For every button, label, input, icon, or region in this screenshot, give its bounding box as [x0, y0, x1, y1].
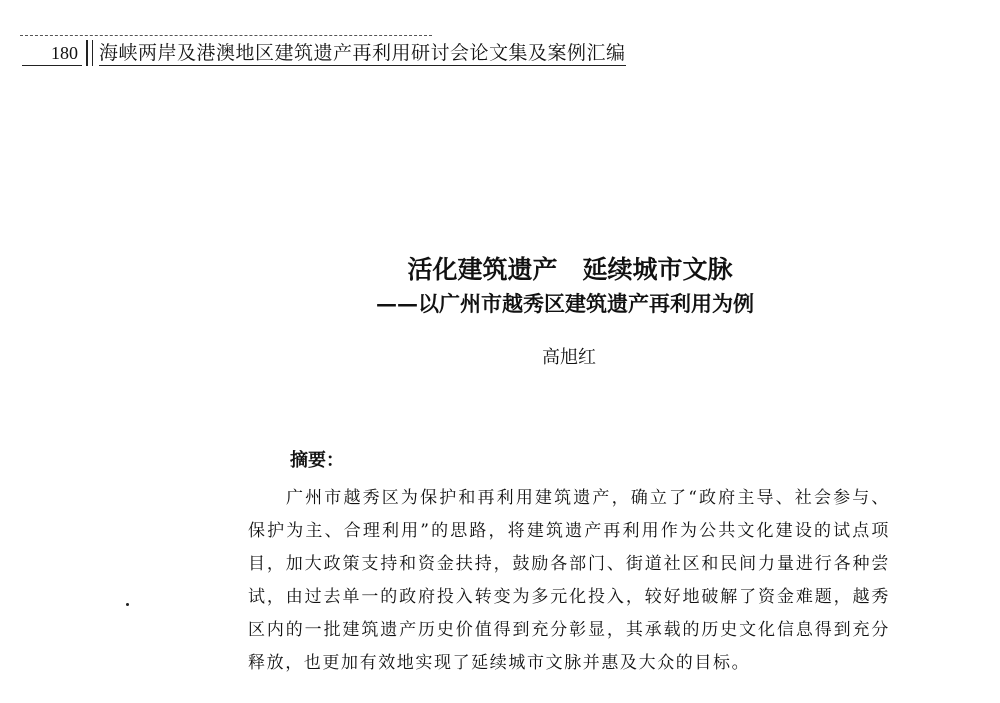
article-title: 活化建筑遗产 延续城市文脉 [407, 255, 733, 284]
abstract-body: 广州市越秀区为保护和再利用建筑遗产，确立了“政府主导、社会参与、保护为主、合理利用”的思路，将建筑遗产再利用作为公共文化建设的试点项目，加大政策支持和资金扶持，鼓励各部门、街道社区和民间力量进行各种尝试，由过去单一的政府投入转变为多元化投入，较好地破解了资金难题，越秀区内的一批建筑遗产历史价值得到充分彰显，其承载的历史文化信息得到充分释放，也更加有效地实现了延续城市文脉并惠及大众的目标。 [248, 488, 890, 673]
article-subtitle: ——以广州市越秀区建筑遗产再利用为例 [376, 291, 754, 316]
running-header [22, 40, 626, 66]
abstract-label: 摘要： [290, 450, 344, 471]
scan-speck [126, 603, 129, 606]
running-title: 海峡两岸及港澳地区建筑遗产再利用研讨会论文集及案例汇编 [99, 41, 626, 64]
header-divider [86, 40, 93, 66]
header-top-rule [20, 35, 432, 36]
page-number: 180 [22, 41, 82, 66]
author-name: 高旭红 [542, 347, 596, 368]
